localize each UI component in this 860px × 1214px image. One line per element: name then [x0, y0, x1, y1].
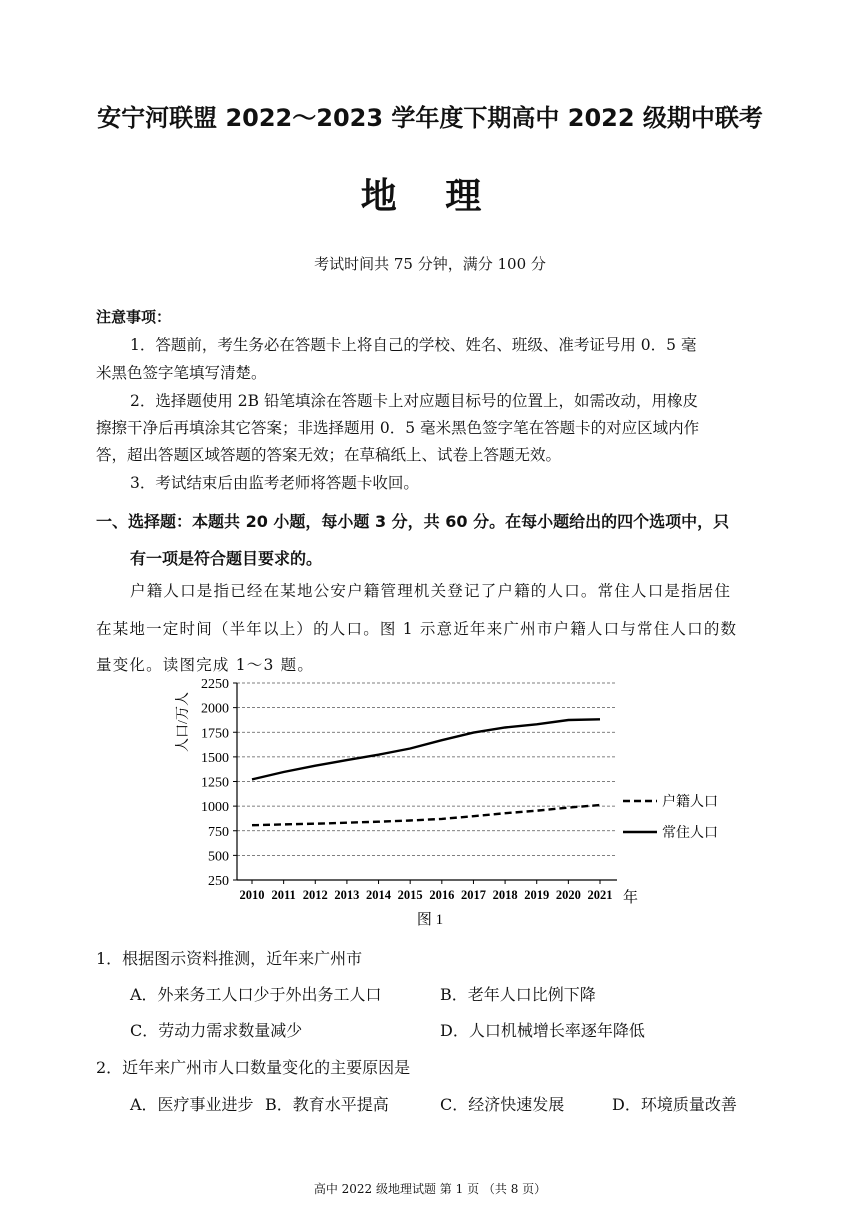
- legend-label: 户籍人口: [662, 795, 718, 810]
- passage-line: 户籍人口是指已经在某地公安户籍管理机关登记了户籍的人口。常住人口是指居住: [130, 582, 732, 600]
- chart-series: [252, 719, 600, 825]
- y-tick-label: 250: [208, 874, 229, 889]
- y-tick-label: 1250: [201, 775, 229, 791]
- notice-line: 答，超出答题区域答题的答案无效；在草稿纸上、试卷上答题无效。: [96, 446, 562, 464]
- passage-line: 在某地一定时间（半年以上）的人口。图 1 示意近年来广州市户籍人口与常住人口的数: [96, 620, 738, 638]
- y-tick-label: 1500: [201, 750, 229, 766]
- notice-line: 1．答题前，考生务必在答题卡上将自己的学校、姓名、班级、准考证号用 0．5 毫: [130, 336, 697, 354]
- notice-line: 3．考试结束后由监考老师将答题卡收回。: [130, 474, 419, 492]
- x-tick-label: 2011: [271, 888, 296, 902]
- exam-info: 考试时间共 75 分钟，满分 100 分: [314, 255, 546, 273]
- chart-legend: [623, 794, 718, 841]
- x-tick-label: 2020: [555, 888, 581, 902]
- option-d[interactable]: D．人口机械增长率逐年降低: [440, 1021, 645, 1040]
- x-axis-label: 年: [623, 890, 639, 906]
- y-tick-label: 1750: [201, 726, 229, 742]
- y-tick-label: 750: [208, 824, 229, 840]
- question-stem: 2．近年来广州市人口数量变化的主要原因是: [96, 1058, 411, 1077]
- option-b[interactable]: B．教育水平提高: [265, 1095, 389, 1114]
- option-c[interactable]: C．经济快速发展: [440, 1095, 565, 1114]
- x-tick-label: 2018: [492, 888, 518, 902]
- legend-label: 常住人口: [662, 826, 718, 841]
- section-heading: 一、选择题：本题共 20 小题，每小题 3 分，共 60 分。在每小题给出的四个选项中，只: [96, 512, 730, 531]
- notice-line: 2．选择题使用 2B 铅笔填涂在答题卡上对应题目标号的位置上，如需改动，用橡皮: [130, 392, 698, 410]
- notice-title: 注意事项：: [96, 308, 172, 326]
- option-d[interactable]: D．环境质量改善: [612, 1095, 737, 1114]
- notice-line: 米黑色签字笔填写清楚。: [96, 364, 267, 382]
- y-tick-label: 2250: [201, 677, 229, 692]
- series-line-huji: [252, 805, 600, 825]
- subject-title: 地 理: [360, 176, 500, 217]
- notice-line: 擦擦干净后再填涂其它答案；非选择题用 0．5 毫米黑色签字笔在答题卡的对应区域内作: [96, 419, 700, 437]
- series-line-changzhu: [252, 719, 600, 779]
- section-heading-cont: 有一项是符合题目要求的。: [130, 549, 323, 568]
- x-tick-label: 2014: [366, 888, 392, 902]
- x-tick-label: 2016: [429, 888, 455, 902]
- x-tick-label: 2015: [397, 888, 423, 902]
- option-a[interactable]: A．外来务工人口少于外出务工人口: [130, 985, 382, 1004]
- option-b[interactable]: B．老年人口比例下降: [440, 985, 596, 1004]
- x-tick-label: 2021: [587, 888, 613, 902]
- chart-ticks: [201, 677, 613, 902]
- x-tick-label: 2019: [524, 888, 550, 902]
- exam-title: 安宁河联盟 2022～2023 学年度下期高中 2022 级期中联考: [97, 104, 763, 132]
- y-axis-label: 人口/万人: [176, 692, 191, 752]
- x-tick-label: 2012: [302, 888, 328, 902]
- question-stem: 1．根据图示资料推测，近年来广州市: [96, 949, 363, 968]
- x-tick-label: 2017: [460, 888, 486, 902]
- y-tick-label: 2000: [201, 701, 229, 717]
- y-tick-label: 1000: [201, 800, 229, 816]
- population-line-chart: [0, 670, 860, 935]
- chart-caption: 图 1: [416, 912, 444, 928]
- option-a[interactable]: A．医疗事业进步: [130, 1095, 254, 1114]
- x-tick-label: 2010: [239, 888, 265, 902]
- passage-line: 量变化。读图完成 1～3 题。: [96, 656, 315, 674]
- page-footer: 高中 2022 级地理试题 第 1 页 （共 8 页）: [313, 1182, 547, 1196]
- y-tick-label: 500: [208, 849, 229, 865]
- x-tick-label: 2013: [334, 888, 360, 902]
- option-c[interactable]: C．劳动力需求数量减少: [130, 1021, 303, 1040]
